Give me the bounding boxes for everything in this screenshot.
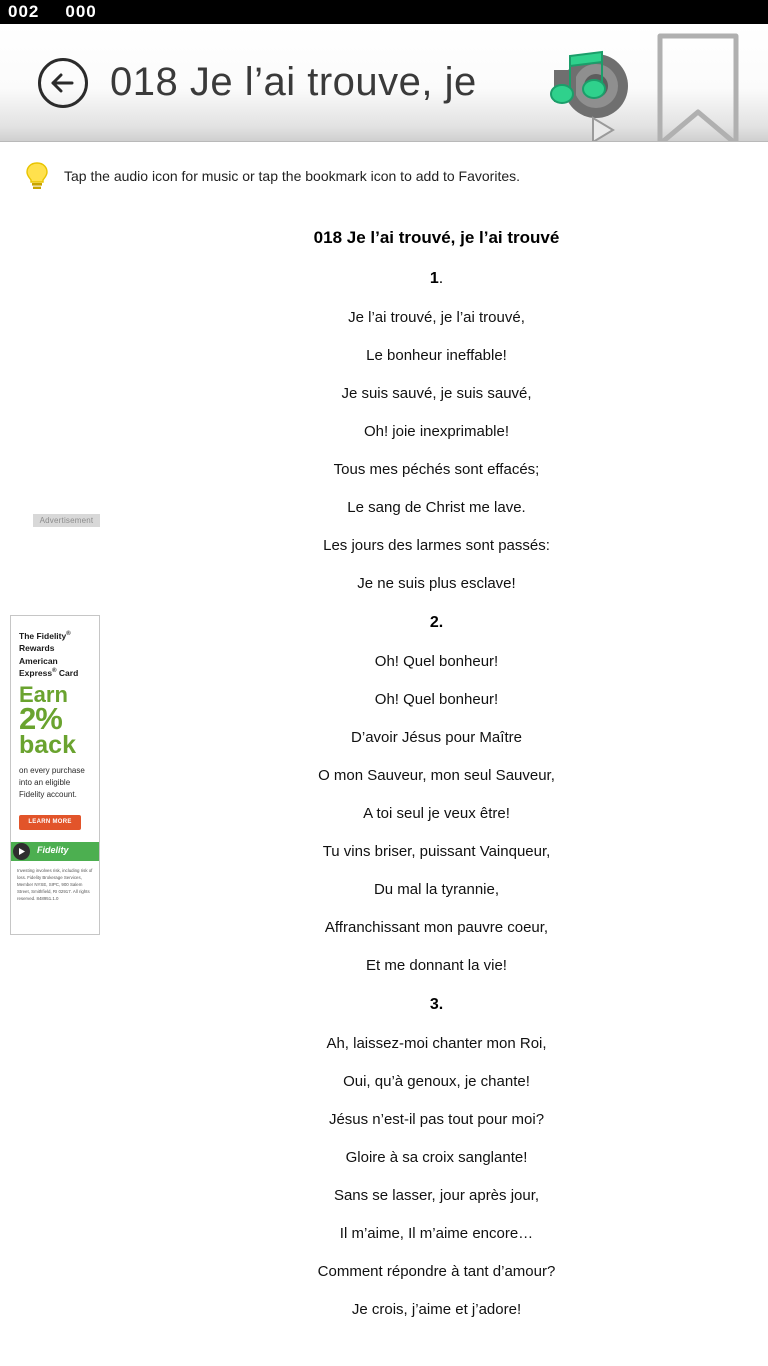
lyric-line: Je suis sauvé, je suis sauvé, [341,385,532,402]
lyric-line: Je l’ai trouvé, je l’ai trouvé, [348,309,525,326]
lyric-line: Du mal la tyrannie, [373,881,500,898]
ad-offer-line3: back [19,731,76,759]
lyric-line: D’avoir Jésus pour Maître [351,729,522,746]
lyric-line: Oui, qu’à genoux, je chante! [343,1073,530,1090]
back-arrow-icon [50,73,76,93]
ad-headline: The Fidelity® Rewards American Express® Card [19,631,79,678]
bookmark-button[interactable] [646,32,750,142]
lyrics-content [0,198,768,1318]
lyric-line: Sans se lasser, jour après jour, [333,1187,540,1204]
advertisement-banner[interactable] [10,615,100,935]
hint-text: Tap the audio icon for music or tap the bookmark icon to add to Favorites. [64,168,521,184]
ad-brand-bar[interactable] [11,842,99,861]
hint-row [0,142,768,182]
lyric-line: Ah, laissez-moi chanter mon Roi, [326,1035,547,1052]
lyric-line: Je ne suis plus esclave! [357,575,516,592]
lyric-line: Il m’aime, Il m’aime encore… [339,1225,534,1242]
lyric-line: Tu vins briser, puissant Vainqueur, [322,843,551,860]
ad-offer [11,679,99,757]
status-debug-bar [0,0,768,24]
lyric-line: Le bonheur ineffable! [366,347,507,364]
ad-offer-line1: Earn [19,682,68,708]
lyric-line: O mon Sauveur, mon seul Sauveur, [318,767,555,784]
ad-offer-line2: 2% [19,701,62,737]
lyric-line: Gloire à sa croix sanglante! [345,1149,528,1166]
lyric-line: Et me donnant la vie! [366,957,507,974]
page-title: 018 Je l’ai trouve, je [110,60,477,104]
ad-headline-line1: The Fidelity [19,631,67,641]
lyric-line: Tous mes péchés sont effacés; [333,461,540,478]
verse-number-suffix: . [438,270,444,287]
app-header [0,24,768,142]
song-title: 018 Je l’ai trouvé, je l’ai trouvé [313,228,560,247]
play-triangle-icon [593,118,613,141]
back-button[interactable] [38,58,88,108]
audio-button[interactable] [530,46,640,141]
ad-legal-text: Investing involves risk, including risk of loss. Fidelity Brokerage Services, Member NYSE, SIPC, 900 Salem Street, Smithfield, RI 02917. All rights reserved. 848951.1.0 [17,868,93,902]
lyric-line: Les jours des larmes sont passés: [323,537,550,554]
lyric-line: Oh! joie inexprimable! [363,423,510,440]
verse-number: 2. [429,614,444,631]
ad-play-arrow-icon[interactable] [13,843,30,860]
ad-headline-line5: Card [58,667,79,678]
lightbulb-icon [24,161,50,191]
lyric-line: Jésus n’est-il pas tout pour moi? [328,1111,545,1128]
lyric-line: Oh! Quel bonheur! [374,691,499,708]
lyric-line: Oh! Quel bonheur! [374,653,499,670]
lyric-line: Le sang de Christ me lave. [347,499,526,516]
ad-headline-line4: Express [19,667,53,678]
verse-number [105,270,768,288]
verse-number: 3. [429,996,444,1013]
ad-brand-name: Fidelity [37,845,69,855]
ad-learn-more-button[interactable]: LEARN MORE [19,815,81,830]
debug-left-counter: 002 [8,2,40,21]
ad-headline-line2: Rewards [19,643,55,654]
advertisement-label: Advertisement [33,514,100,527]
ad-subtext: on every purchase into an eligible Fidelity account. [19,766,85,799]
lyric-line: Je crois, j’aime et j’adore! [351,1301,522,1318]
lyric-line: Affranchissant mon pauvre coeur, [324,919,549,936]
ad-headline-line3: American [19,655,58,666]
lyric-line: A toi seul je veux être! [363,805,510,822]
lyric-line: Comment répondre à tant d’amour? [317,1263,556,1280]
debug-right-counter: 000 [65,2,97,21]
verse-number-text: 1 [429,270,439,287]
